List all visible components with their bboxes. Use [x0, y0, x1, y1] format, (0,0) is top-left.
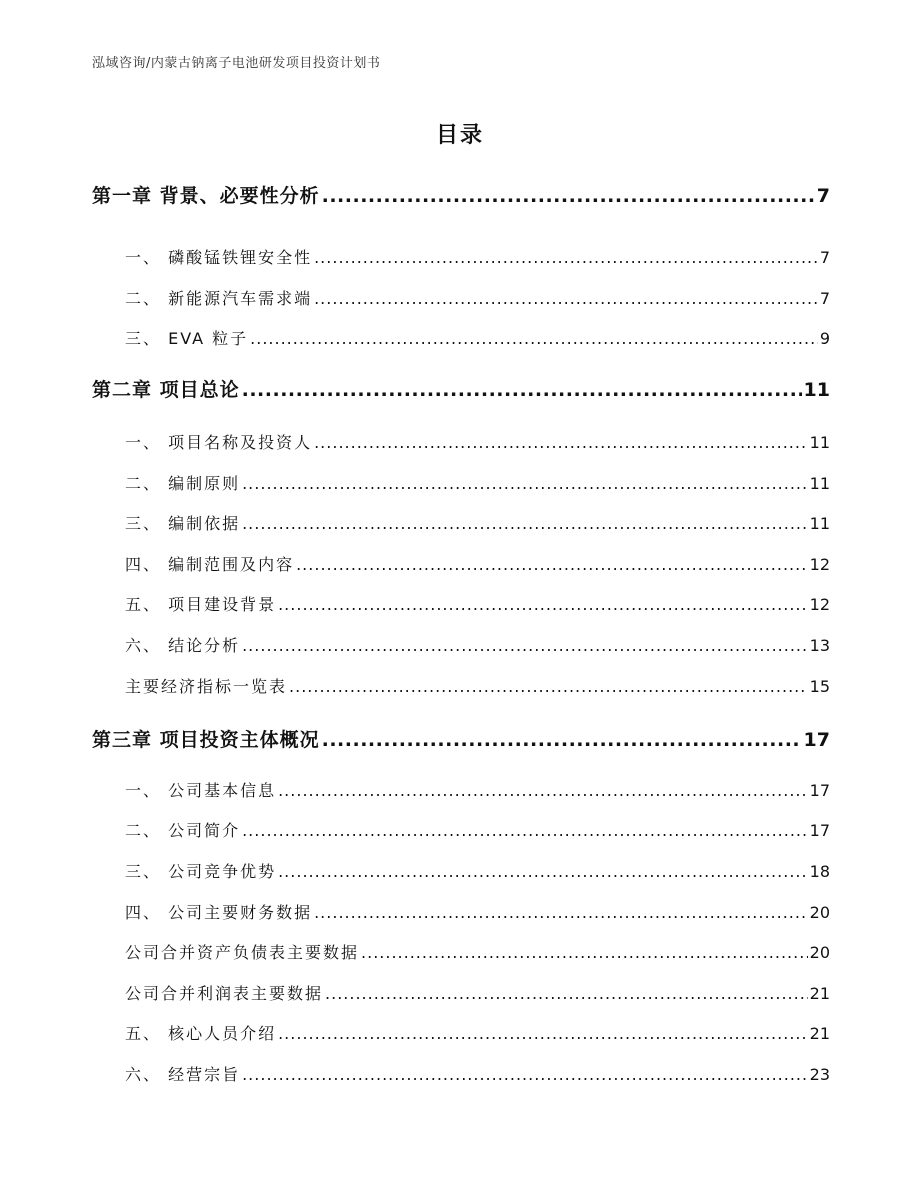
toc-page-number: 18: [809, 862, 830, 881]
toc-entry[interactable]: [125, 942, 830, 964]
toc-entry-label: 二、 编制原则: [125, 474, 241, 493]
toc-entry[interactable]: [125, 902, 830, 924]
toc-entry[interactable]: [125, 635, 830, 657]
toc-entry[interactable]: [125, 473, 830, 495]
toc-page-number: 12: [809, 555, 830, 574]
toc-entry[interactable]: [92, 377, 830, 403]
toc-entry[interactable]: [125, 328, 830, 350]
toc-entry[interactable]: [125, 513, 830, 535]
dot-leader: [242, 820, 808, 842]
toc-page-number: 9: [819, 329, 830, 348]
toc-page-number: 7: [816, 185, 830, 207]
toc-page-number: 13: [809, 636, 830, 655]
dot-leader: [361, 942, 808, 964]
dot-leader: [242, 473, 808, 495]
toc-entry-label: 一、 项目名称及投资人: [125, 433, 313, 452]
toc-entry[interactable]: [125, 820, 830, 842]
dot-leader: [322, 727, 802, 753]
toc-entry-label: 第三章 项目投资主体概况: [92, 729, 320, 751]
toc-page-number: 11: [809, 474, 830, 493]
toc-entry-label: 四、 编制范围及内容: [125, 555, 295, 574]
dot-leader: [296, 554, 808, 576]
dot-leader: [278, 1023, 808, 1045]
toc-entry-label: 三、 编制依据: [125, 514, 241, 533]
dot-leader: [250, 328, 818, 350]
toc-page-number: 20: [809, 903, 830, 922]
running-header: 泓域咨询/内蒙古钠离子电池研发项目投资计划书: [92, 56, 381, 71]
toc-entry-label: 主要经济指标一览表: [125, 677, 288, 696]
toc-entry[interactable]: [92, 183, 830, 209]
toc-page-number: 20: [809, 943, 830, 962]
toc-entry-label: 公司合并利润表主要数据: [125, 984, 324, 1003]
toc-entry[interactable]: [92, 727, 830, 753]
dot-leader: [278, 861, 808, 883]
toc-entry-label: 五、 核心人员介绍: [125, 1024, 277, 1043]
toc-entry-label: 一、 磷酸锰铁锂安全性: [125, 248, 313, 267]
toc-entry[interactable]: [125, 676, 830, 698]
dot-leader: [289, 676, 808, 698]
toc-entry-label: 二、 公司简介: [125, 821, 241, 840]
dot-leader: [278, 780, 808, 802]
toc-page-number: 23: [809, 1065, 830, 1084]
dot-leader: [314, 288, 818, 310]
toc-entry[interactable]: [125, 861, 830, 883]
page-title: 目录: [435, 123, 484, 148]
toc-entry-label: 三、 EVA 粒子: [125, 329, 249, 348]
toc-entry-label: 第二章 项目总论: [92, 379, 240, 401]
dot-leader: [325, 983, 808, 1005]
toc-page-number: 17: [809, 781, 830, 800]
toc-page-number: 21: [809, 984, 830, 1003]
dot-leader: [242, 377, 802, 403]
toc-entry-label: 公司合并资产负债表主要数据: [125, 943, 360, 962]
toc-entry[interactable]: [125, 432, 830, 454]
toc-entry-label: 二、 新能源汽车需求端: [125, 289, 313, 308]
toc-entry[interactable]: [125, 780, 830, 802]
toc-entry[interactable]: [125, 247, 830, 269]
toc-entry[interactable]: [125, 1023, 830, 1045]
dot-leader: [322, 183, 815, 209]
dot-leader: [314, 247, 818, 269]
dot-leader: [242, 1064, 808, 1086]
toc-page-number: 11: [803, 379, 830, 401]
toc-page-number: 17: [803, 729, 830, 751]
toc-page-number: 11: [809, 514, 830, 533]
toc-page-number: 11: [809, 433, 830, 452]
dot-leader: [314, 432, 808, 454]
toc-entry[interactable]: [125, 554, 830, 576]
toc-entry[interactable]: [125, 288, 830, 310]
toc-page-number: 7: [819, 289, 830, 308]
toc-entry[interactable]: [125, 594, 830, 616]
toc-entry-label: 六、 结论分析: [125, 636, 241, 655]
toc-entry-label: 一、 公司基本信息: [125, 781, 277, 800]
toc-entry-label: 第一章 背景、必要性分析: [92, 185, 320, 207]
toc-entry-label: 五、 项目建设背景: [125, 595, 277, 614]
toc-page-number: 17: [809, 821, 830, 840]
toc-page-number: 7: [819, 248, 830, 267]
toc-entry-label: 四、 公司主要财务数据: [125, 903, 313, 922]
dot-leader: [278, 594, 808, 616]
dot-leader: [314, 902, 808, 924]
toc-entry[interactable]: [125, 1064, 830, 1086]
toc-page-number: 12: [809, 595, 830, 614]
dot-leader: [242, 513, 808, 535]
toc-entry-label: 六、 经营宗旨: [125, 1065, 241, 1084]
toc-entry-label: 三、 公司竞争优势: [125, 862, 277, 881]
dot-leader: [242, 635, 808, 657]
toc-page-number: 21: [809, 1024, 830, 1043]
toc-entry[interactable]: [125, 983, 830, 1005]
toc-page-number: 15: [809, 677, 830, 696]
